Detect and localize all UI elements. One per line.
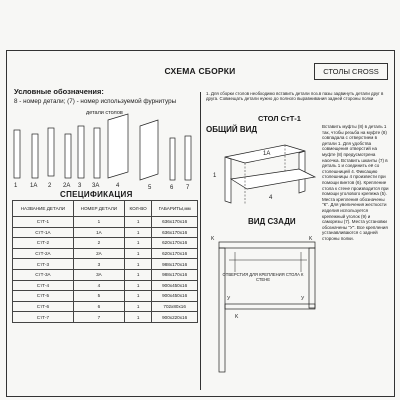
spec-cell: СтТ-3: [13, 259, 74, 270]
spec-row: [13, 227, 198, 238]
spec-cell: 1: [124, 259, 151, 270]
spec-cell: 620х170х16: [152, 238, 198, 249]
spec-cell: 1: [124, 291, 151, 302]
spec-cell: 5: [73, 291, 124, 302]
wall-holes-note: ОТВЕРСТИЯ ДЛЯ КРЕПЛЕНИЯ СТОЛА К СТЕНЕ: [222, 272, 304, 282]
spec-row: [13, 248, 198, 259]
spec-row: [13, 238, 198, 249]
spec-cell: 1: [124, 280, 151, 291]
spec-row: [13, 217, 198, 228]
spec-cell: 636х170х16: [152, 227, 198, 238]
part-1a-shape: [32, 134, 38, 178]
part-label: 1: [14, 183, 18, 189]
spec-col-header: НАЗВАНИЕ ДЕТАЛИ: [13, 201, 74, 217]
spec-cell: 1А: [73, 227, 124, 238]
legend-heading: Условные обозначения:: [14, 87, 104, 96]
part-label: 6: [170, 185, 174, 191]
spec-cell: СтТ-3А: [13, 269, 74, 280]
part-label: 1А: [30, 183, 38, 189]
mark-k: K: [211, 236, 215, 242]
part-3a-shape: [94, 128, 100, 178]
spec-cell: 620х170х16: [152, 248, 198, 259]
spec-row: [13, 280, 198, 291]
spec-cell: 1: [124, 312, 151, 323]
spec-cell: 1: [124, 248, 151, 259]
spec-cell: 900х220х16: [152, 312, 198, 323]
spec-table: [12, 200, 198, 323]
part-2-shape: [48, 128, 54, 176]
part-3-shape: [78, 126, 84, 178]
mark-k: K: [309, 236, 313, 242]
left-side-shape: [225, 157, 231, 203]
back-top-shelf-shape: [219, 242, 315, 248]
back-left-side-shape: [219, 248, 225, 372]
spec-cell: СтТ-5: [13, 291, 74, 302]
brand-box: СТОЛЫ CROSS: [314, 63, 388, 80]
spec-cell: СтТ-2А: [13, 248, 74, 259]
spec-cell: 2А: [73, 248, 124, 259]
general-view-drawing: [205, 135, 325, 215]
part-label: 5: [148, 185, 152, 191]
spec-header-row: [13, 201, 198, 217]
back-view-heading: ВИД СЗАДИ: [248, 217, 296, 226]
part-label: 3: [78, 183, 82, 189]
legend-text: 8 - номер детали; (7) - номер используемой фурнитуры: [14, 98, 177, 105]
part-1-shape: [14, 130, 20, 178]
spec-cell: 1: [124, 217, 151, 228]
spec-cell: 1: [124, 227, 151, 238]
part-label: 3А: [92, 183, 100, 189]
spec-cell: 900х450х16: [152, 280, 198, 291]
back-right-side-shape: [309, 248, 315, 308]
spec-row: [13, 269, 198, 280]
spec-cell: 3: [73, 259, 124, 270]
spec-cell: 988х170х16: [152, 269, 198, 280]
spec-cell: СтТ-4: [13, 280, 74, 291]
mark-y: У: [227, 296, 231, 302]
part-7-shape: [185, 136, 191, 180]
instructions-right: Вставить муфты (8) в деталь 1 так, чтобы резьба на муфте (8) совпадала с отверстием в детали 1. Для удобства совмещения отверстий на муфте (8) предусмотрена насечка. Вставить шканты (7) в деталь 1 и соединить её со столешницей 4. Фиксацию столешницы 4 произвести при помощи винтов (6). Крепление стола к стене производится при помощи уголового крепежа (5). Места крепления обозначены "К". Для увеличения жесткости изделия используется крепежный уголок (9) и саморезы (7). Места установки обозначены "У". Все крепления устанавливаются с задней стороны полки.: [322, 124, 389, 241]
mark-y: У: [301, 296, 305, 302]
parts-heading: детали столов: [86, 110, 123, 116]
spec-cell: СтТ-2: [13, 238, 74, 249]
part-4-shape: [108, 114, 128, 178]
table-model-label: СТОЛ СтТ-1: [258, 114, 301, 123]
spec-cell: 988х170х16: [152, 259, 198, 270]
spec-col-header: КОЛ-ВО: [124, 201, 151, 217]
label-4: 4: [269, 195, 273, 201]
spec-cell: 4: [73, 280, 124, 291]
mark-k: K: [235, 314, 239, 320]
parts-drawing: [10, 112, 200, 192]
spec-cell: 1: [124, 238, 151, 249]
part-label: 7: [186, 185, 190, 191]
part-label: 2А: [63, 183, 71, 189]
back-view-drawing: [205, 228, 325, 388]
spec-cell: 702х80х16: [152, 301, 198, 312]
spec-row: [13, 259, 198, 270]
general-view-heading: ОБЩИЙ ВИД: [206, 125, 258, 134]
spec-row: [13, 312, 198, 323]
spec-cell: 3А: [73, 269, 124, 280]
part-5-shape: [140, 120, 158, 180]
part-label: 2: [48, 183, 52, 189]
spec-cell: 2: [73, 238, 124, 249]
spec-cell: 636х170х16: [152, 217, 198, 228]
page-title: СХЕМА СБОРКИ: [164, 66, 236, 76]
spec-cell: СтТ-1: [13, 217, 74, 228]
spec-row: [13, 291, 198, 302]
spec-cell: СтТ-7: [13, 312, 74, 323]
spec-cell: 6: [73, 301, 124, 312]
spec-col-header: ГАБАРИТЫ,мм: [152, 201, 198, 217]
spec-col-header: НОМЕР ДЕТАЛИ: [73, 201, 124, 217]
spec-row: [13, 301, 198, 312]
part-label: 4: [116, 183, 120, 189]
spec-cell: СтТ-1А: [13, 227, 74, 238]
part-6-shape: [170, 138, 175, 180]
label-1a: 1А: [263, 151, 271, 157]
spec-cell: 900х450х16: [152, 291, 198, 302]
spec-cell: 1: [124, 301, 151, 312]
column-divider: [200, 92, 201, 390]
spec-cell: 7: [73, 312, 124, 323]
label-1: 1: [213, 173, 217, 179]
part-2a-shape: [65, 134, 71, 178]
spec-cell: СтТ-6: [13, 301, 74, 312]
back-tabletop-shape: [225, 304, 315, 309]
spec-heading: СПЕЦИФИКАЦИЯ: [60, 190, 133, 199]
spec-cell: 1: [73, 217, 124, 228]
spec-cell: 1: [124, 269, 151, 280]
instructions-top: 1. Для сборки столов необходимо вставить детали поз.в пазы задвинуть детали друг в друга. Совмещать детали нужно до полного выравнивания задней стороны полки: [206, 91, 384, 102]
